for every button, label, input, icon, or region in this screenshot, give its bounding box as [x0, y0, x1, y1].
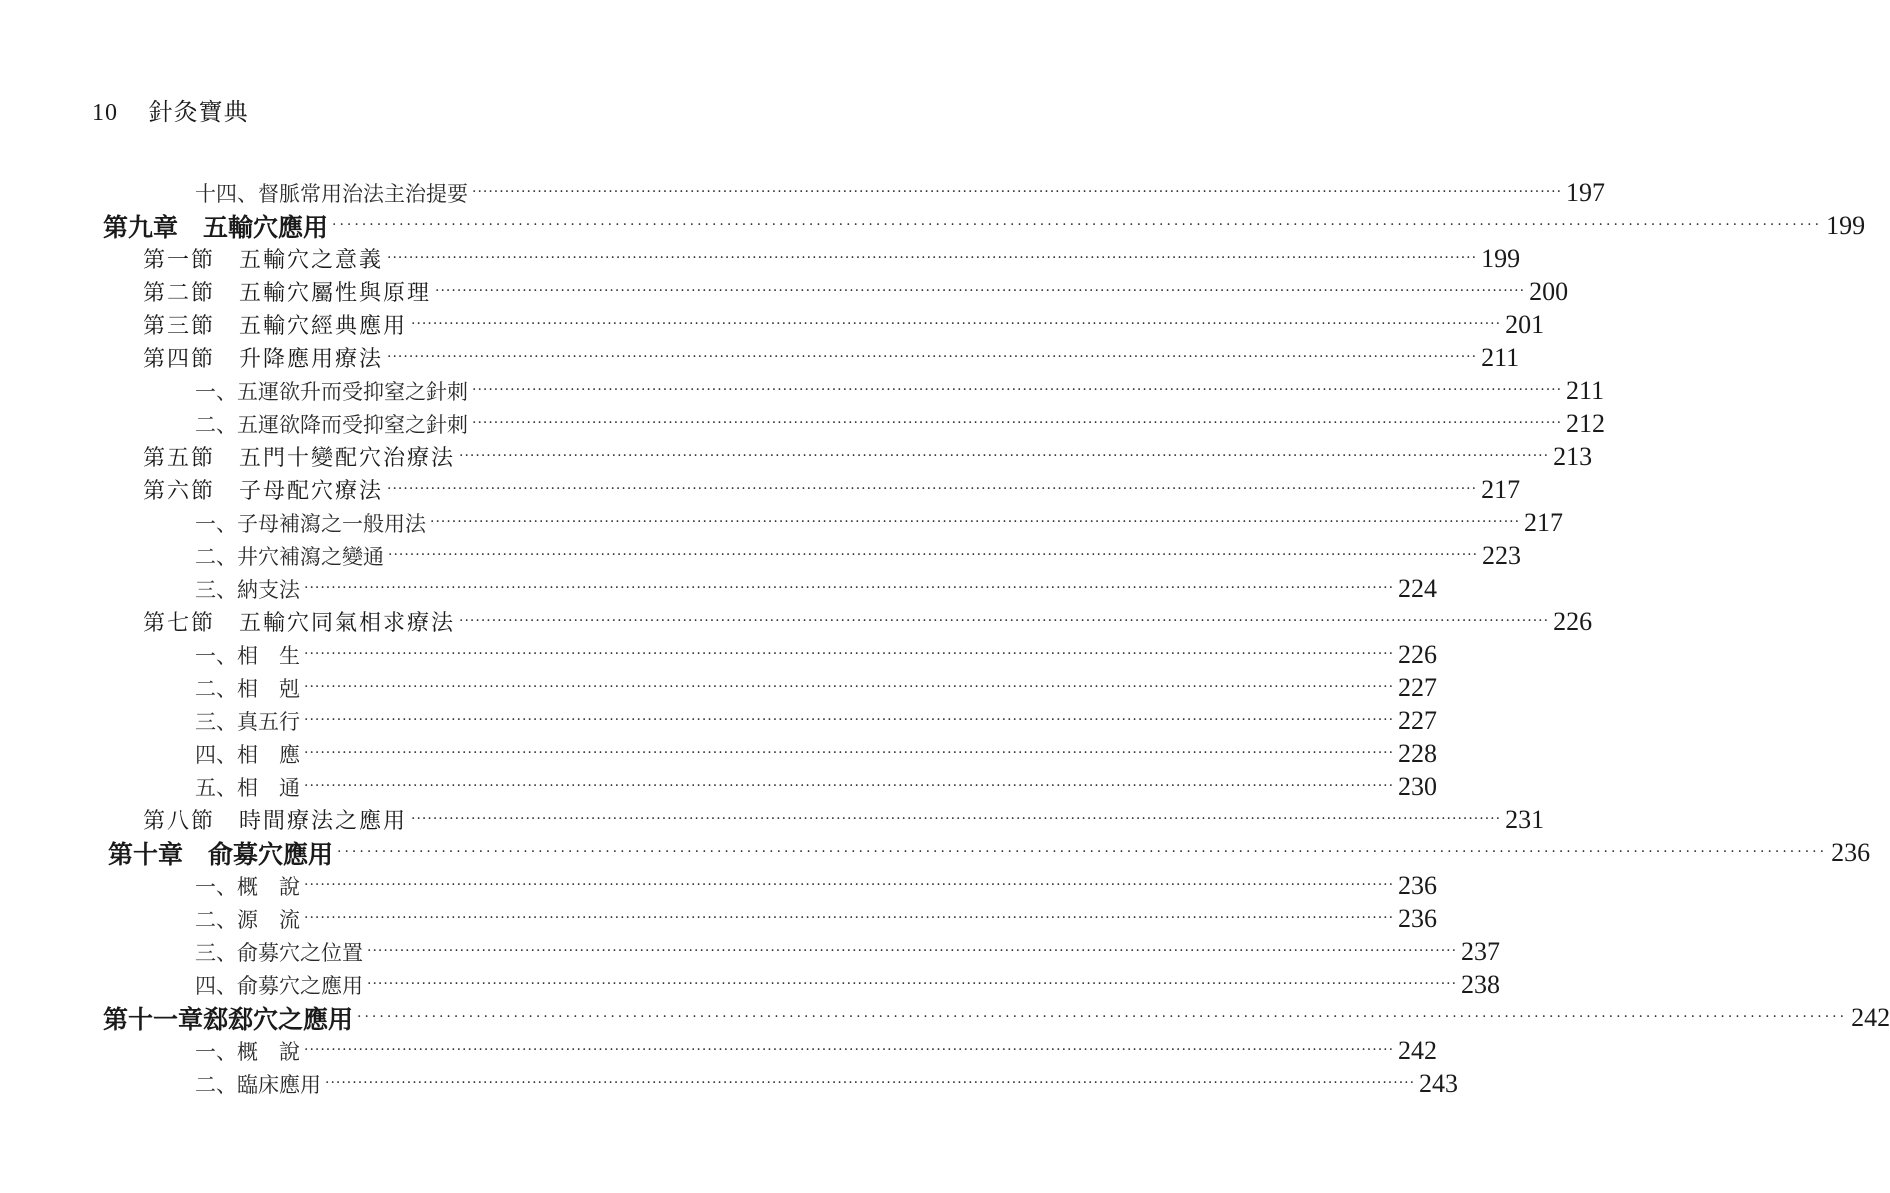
page-number: 10 — [92, 100, 118, 126]
toc-entry-title: 二、相 剋 — [195, 676, 300, 701]
toc-entry-section — [0, 308, 1545, 341]
toc-entry-section — [0, 440, 1593, 473]
leader-dots: ········································································································································································································ — [367, 943, 1458, 959]
book-title: 針灸寶典 — [148, 98, 249, 126]
toc-entry-title: 第十一章郄郄穴之應用 — [103, 1004, 354, 1034]
running-header — [92, 92, 249, 127]
table-of-contents — [0, 176, 1890, 1100]
toc-entry-item — [0, 374, 1605, 407]
toc-entry-title: 三、俞募穴之位置 — [195, 940, 363, 965]
toc-entry-item — [0, 1067, 1459, 1100]
toc-entry-section — [0, 473, 1521, 506]
toc-entry-item — [0, 902, 1438, 935]
toc-entry-item — [0, 539, 1522, 572]
toc-entry-page: 201 — [1505, 309, 1545, 339]
toc-entry-page: 236 — [1398, 903, 1438, 933]
toc-entry-section — [0, 275, 1569, 308]
toc-entry-item — [0, 638, 1438, 671]
toc-entry-title: 二、五運欲降而受抑窒之針刺 — [195, 412, 468, 437]
toc-entry-item — [0, 737, 1438, 770]
toc-entry-page: 217 — [1481, 474, 1521, 504]
leader-dots: ········································································································································································································ — [304, 910, 1395, 926]
toc-entry-page: 230 — [1398, 771, 1438, 801]
toc-entry-title: 第六節 子母配穴療法 — [143, 479, 384, 504]
toc-entry-title: 一、五運欲升而受抑窒之針刺 — [195, 379, 468, 404]
toc-entry-title: 第一節 五輸穴之意義 — [143, 248, 384, 273]
toc-entry-page: 243 — [1419, 1068, 1459, 1098]
toc-entry-page: 212 — [1566, 408, 1606, 438]
leader-dots: ········································································································································································································ — [430, 514, 1521, 530]
leader-dots: ········································································································································································································ — [367, 976, 1458, 992]
toc-entry-page: 224 — [1398, 573, 1438, 603]
toc-entry-page: 199 — [1481, 243, 1521, 273]
toc-entry-item — [0, 770, 1438, 803]
toc-entry-page: 217 — [1524, 507, 1564, 537]
toc-entry-title: 四、俞募穴之應用 — [195, 973, 363, 998]
toc-entry-section — [0, 605, 1593, 638]
toc-entry-title: 五、相 通 — [195, 775, 300, 800]
toc-entry-page: 238 — [1461, 969, 1501, 999]
toc-entry-item — [0, 968, 1501, 1001]
leader-dots: ········································································································································································································ — [304, 778, 1395, 794]
leader-dots: ········································································································································································································ — [459, 448, 1550, 464]
toc-entry-item — [0, 671, 1438, 704]
toc-entry-page: 227 — [1398, 672, 1438, 702]
leader-dots: ········································································································································································································ — [387, 250, 1478, 266]
toc-entry-page: 223 — [1482, 540, 1522, 570]
leader-dots: ········································································································································································································ — [325, 1075, 1416, 1091]
toc-entry-page: 200 — [1529, 276, 1569, 306]
toc-entry-title: 第四節 升降應用療法 — [143, 347, 384, 372]
toc-entry-title: 一、概 說 — [195, 874, 300, 899]
leader-dots: ········································································································································································································ — [411, 811, 1502, 827]
toc-entry-title: 第五節 五門十變配穴治療法 — [143, 446, 456, 471]
toc-entry-title: 第七節 五輸穴同氣相求療法 — [143, 611, 456, 636]
toc-entry-page: 228 — [1398, 738, 1438, 768]
toc-entry-title: 二、源 流 — [195, 907, 300, 932]
leader-dots: ········································································································································································································ — [304, 745, 1395, 761]
toc-entry-item — [0, 176, 1606, 209]
toc-entry-item — [0, 1034, 1438, 1067]
leader-dots: ········································································································································································································ — [472, 184, 1563, 200]
toc-entry-title: 第二節 五輸穴屬性與原理 — [143, 281, 432, 306]
leader-dots: ········································································································································································································ — [304, 712, 1395, 728]
leader-dots: ········································································································································································································ — [332, 217, 1823, 233]
toc-entry-section — [0, 242, 1521, 275]
toc-entry-item — [0, 572, 1438, 605]
leader-dots: ········································································································································································································ — [304, 646, 1395, 662]
toc-entry-section — [0, 341, 1520, 374]
toc-entry-page: 242 — [1398, 1035, 1438, 1065]
toc-entry-page: 236 — [1831, 837, 1871, 867]
toc-entry-item — [0, 704, 1438, 737]
leader-dots: ········································································································································································································ — [459, 613, 1550, 629]
toc-entry-title: 一、子母補瀉之一般用法 — [195, 511, 426, 536]
toc-entry-item — [0, 869, 1438, 902]
toc-entry-page: 211 — [1481, 342, 1520, 372]
leader-dots: ········································································································································································································ — [387, 481, 1478, 497]
leader-dots: ········································································································································································································ — [304, 1042, 1395, 1058]
leader-dots: ········································································································································································································ — [304, 679, 1395, 695]
leader-dots: ········································································································································································································ — [411, 316, 1502, 332]
toc-entry-page: 231 — [1505, 804, 1545, 834]
leader-dots: ········································································································································································································ — [304, 877, 1395, 893]
toc-entry-title: 一、相 生 — [195, 643, 300, 668]
toc-entry-page: 197 — [1566, 177, 1606, 207]
toc-entry-page: 226 — [1553, 606, 1593, 636]
toc-entry-page: 242 — [1851, 1002, 1890, 1032]
toc-entry-title: 三、納支法 — [195, 577, 300, 602]
toc-entry-title: 四、相 應 — [195, 742, 300, 767]
toc-entry-title: 一、概 說 — [195, 1039, 300, 1064]
toc-entry-item — [0, 407, 1606, 440]
toc-entry-chapter — [0, 1001, 1890, 1034]
leader-dots: ········································································································································································································ — [435, 283, 1526, 299]
toc-entry-title: 二、井穴補瀉之變通 — [195, 544, 384, 569]
toc-entry-item — [0, 506, 1564, 539]
leader-dots: ········································································································································································································ — [387, 349, 1478, 365]
toc-entry-page: 213 — [1553, 441, 1593, 471]
toc-entry-title: 第九章 五輸穴應用 — [103, 212, 329, 242]
leader-dots: ········································································································································································································ — [304, 580, 1395, 596]
toc-entry-item — [0, 935, 1501, 968]
leader-dots: ········································································································································································································ — [357, 1009, 1848, 1025]
leader-dots: ········································································································································································································ — [472, 415, 1563, 431]
toc-entry-chapter — [0, 836, 1871, 869]
toc-entry-title: 二、臨床應用 — [195, 1072, 321, 1097]
toc-entry-section — [0, 803, 1545, 836]
toc-entry-page: 226 — [1398, 639, 1438, 669]
toc-entry-page: 199 — [1826, 210, 1866, 240]
toc-entry-page: 237 — [1461, 936, 1501, 966]
toc-entry-title: 第十章 俞募穴應用 — [108, 839, 334, 869]
leader-dots: ········································································································································································································ — [472, 382, 1563, 398]
toc-entry-title: 第三節 五輸穴經典應用 — [143, 314, 408, 339]
toc-entry-title: 第八節 時間療法之應用 — [143, 809, 408, 834]
toc-entry-page: 227 — [1398, 705, 1438, 735]
toc-entry-title: 三、真五行 — [195, 709, 300, 734]
leader-dots: ········································································································································································································ — [337, 844, 1828, 860]
toc-entry-page: 211 — [1566, 375, 1605, 405]
leader-dots: ········································································································································································································ — [388, 547, 1479, 563]
toc-entry-title: 十四、督脈常用治法主治提要 — [195, 181, 468, 206]
toc-entry-page: 236 — [1398, 870, 1438, 900]
toc-entry-chapter — [0, 209, 1866, 242]
